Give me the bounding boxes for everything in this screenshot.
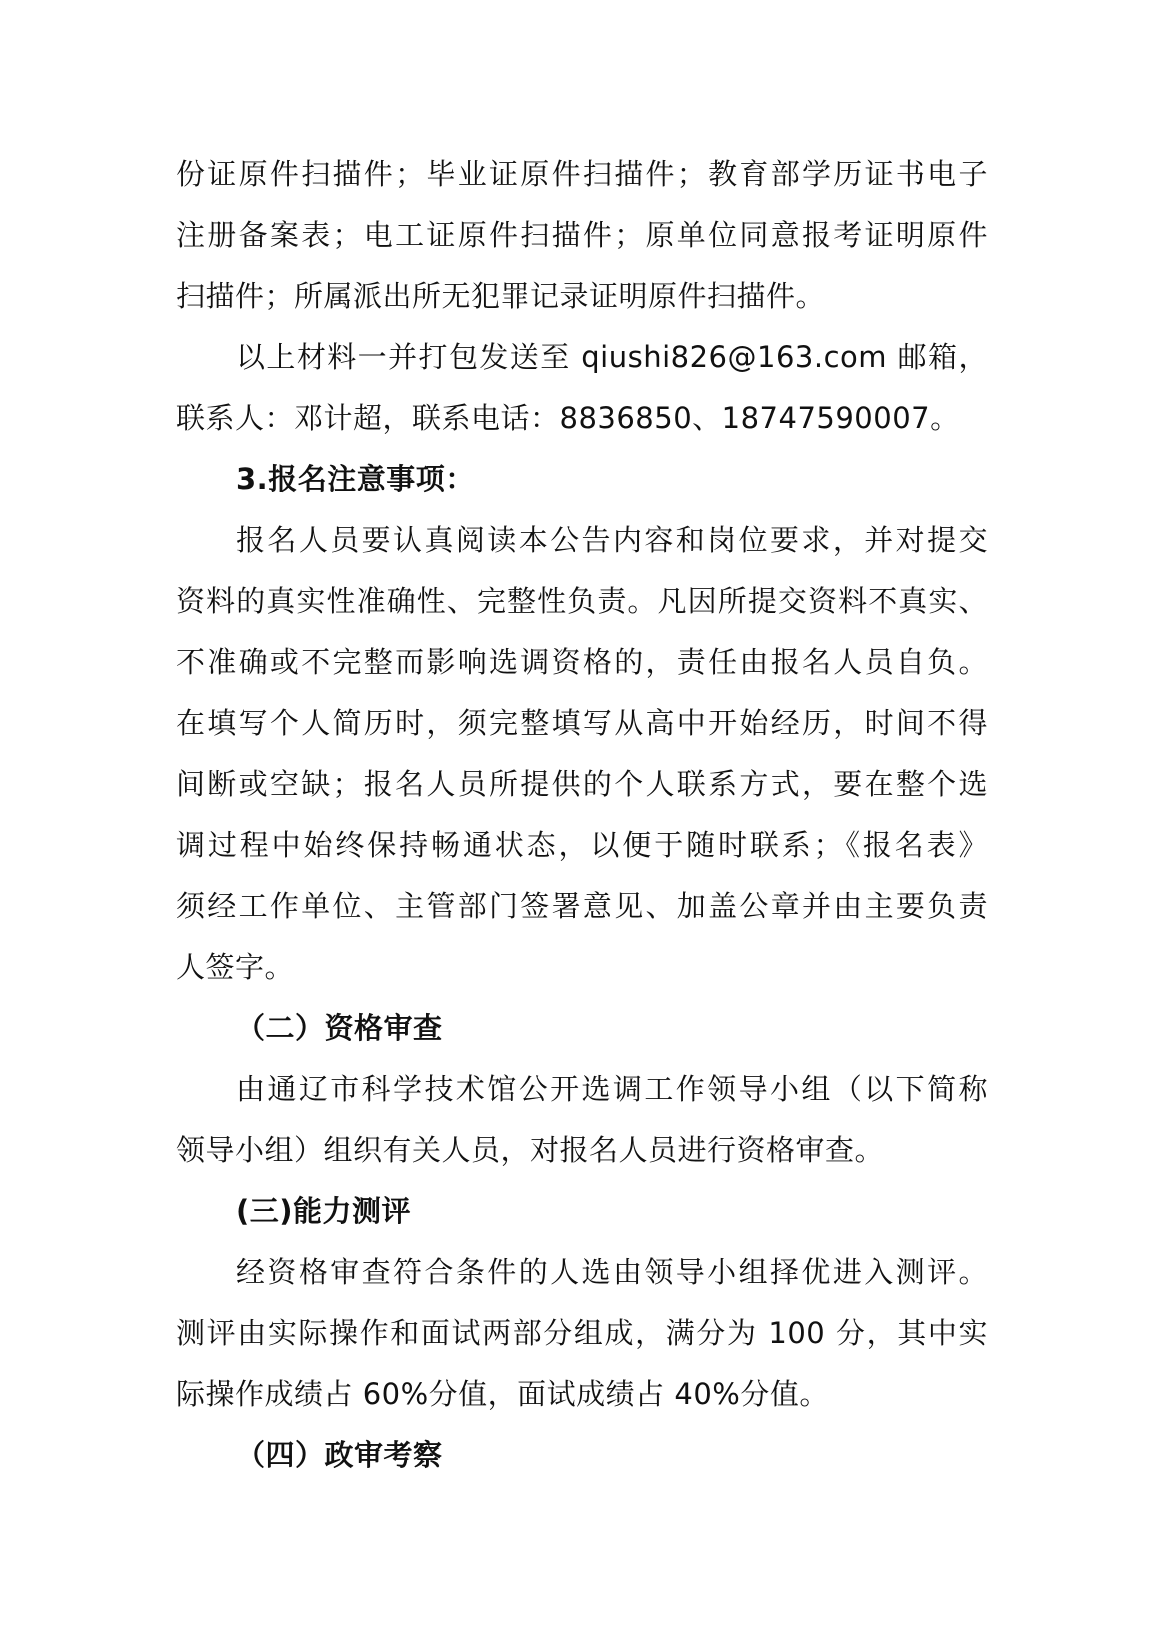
paragraph-line: 领导小组）组织有关人员，对报名人员进行资格审查。 — [176, 1133, 885, 1167]
paragraph-line: 注册备案表；电工证原件扫描件；原单位同意报考证明原件 — [176, 218, 988, 252]
paragraph-line: 测评由实际操作和面试两部分组成，满分为 100 分，其中实 — [176, 1316, 988, 1350]
paragraph-line: 份证原件扫描件；毕业证原件扫描件；教育部学历证书电子 — [176, 157, 988, 191]
assessment-paragraph — [176, 1242, 988, 1425]
paragraph-line: 人签字。 — [176, 950, 295, 984]
section-heading-review: （二）资格审查 — [236, 1011, 443, 1045]
notes-paragraph — [176, 510, 988, 998]
paragraph-line: 不准确或不完整而影响选调资格的，责任由报名人员自负。 — [176, 645, 988, 679]
contact-paragraph — [176, 327, 988, 449]
document-body — [176, 144, 988, 1486]
paragraph-line: 间断或空缺；报名人员所提供的个人联系方式，要在整个选 — [176, 767, 988, 801]
paragraph-line: 扫描件；所属派出所无犯罪记录证明原件扫描件。 — [176, 279, 826, 313]
paragraph-line: 由通辽市科学技术馆公开选调工作领导小组（以下简称 — [236, 1072, 988, 1106]
paragraph-line: 联系人：邓计超，联系电话：8836850、18747590007。 — [176, 401, 960, 435]
paragraph-line: 际操作成绩占 60%分值，面试成绩占 40%分值。 — [176, 1377, 829, 1411]
review-paragraph — [176, 1059, 988, 1181]
materials-paragraph — [176, 144, 988, 327]
paragraph-line: 在填写个人简历时，须完整填写从高中开始经历，时间不得 — [176, 706, 988, 740]
section-heading-assessment: (三)能力测评 — [236, 1194, 412, 1228]
paragraph-line: 资料的真实性准确性、完整性负责。凡因所提交资料不真实、 — [176, 584, 988, 618]
paragraph-line: 经资格审查符合条件的人选由领导小组择优进入测评。 — [236, 1255, 988, 1289]
section-heading-notes: 3.报名注意事项： — [236, 462, 475, 496]
paragraph-line: 报名人员要认真阅读本公告内容和岗位要求，并对提交 — [236, 523, 988, 557]
paragraph-line: 以上材料一并打包发送至 qiushi826@163.com 邮箱， — [236, 340, 988, 374]
paragraph-line: 调过程中始终保持畅通状态，以便于随时联系；《报名表》 — [176, 828, 988, 862]
paragraph-line: 须经工作单位、主管部门签署意见、加盖公章并由主要负责 — [176, 889, 988, 923]
section-heading-political: （四）政审考察 — [236, 1438, 443, 1472]
